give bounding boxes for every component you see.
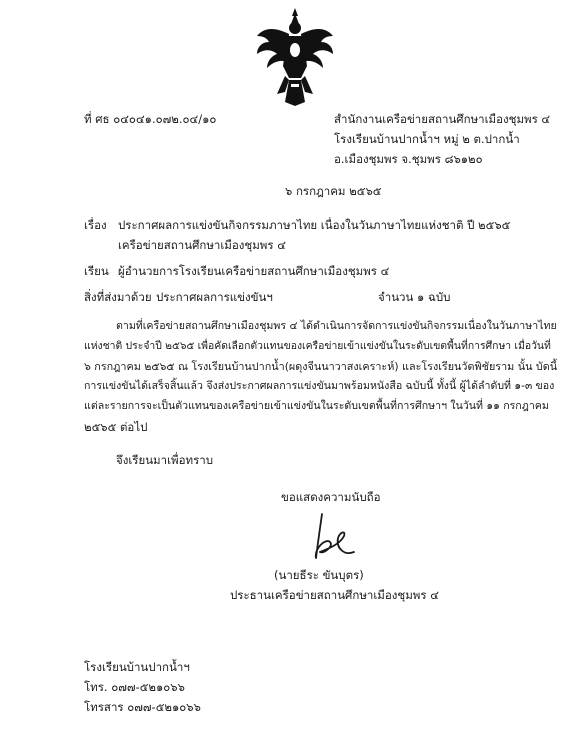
body-line-6: ๒๕๖๕ ต่อไป (84, 420, 148, 434)
enclosure-count: จำนวน ๑ ฉบับ (378, 290, 451, 304)
garuda-emblem-icon (255, 6, 335, 108)
footer-phone: โทร. ๐๗๗-๕๒๑๐๖๖ (84, 680, 185, 694)
sender-line-1: สำนักงานเครือข่ายสถานศึกษาเมืองชุมพร ๔ (334, 112, 551, 126)
footer-office: โรงเรียนบ้านปากน้ำฯ (84, 660, 190, 674)
sender-line-3: อ.เมืองชุมพร จ.ชุมพร ๘๖๑๒๐ (334, 152, 483, 166)
enclosure-text: ประกาศผลการแข่งขันฯ (156, 290, 273, 304)
signatory-position: ประธานเครือข่ายสถานศึกษาเมืองชุมพร ๔ (230, 588, 439, 602)
signatory-name: (นายธีระ ขันบุตร) (274, 568, 364, 582)
subject-line-2: เครือข่ายสถานศึกษาเมืองชุมพร ๔ (118, 238, 286, 252)
signature-salutation: ขอแสดงความนับถือ (281, 490, 381, 504)
subject-line-1: ประกาศผลการแข่งขันกิจกรรมภาษาไทย เนื่องในวันภาษาไทยแห่งชาติ ปี ๒๕๖๕ (118, 218, 511, 232)
sender-line-2: โรงเรียนบ้านปากน้ำฯ หมู่ ๒ ต.ปากน้ำ (334, 132, 520, 146)
handwritten-signature (300, 508, 360, 564)
document-number: ที่ ศธ ๐๔๐๔๑.๐๗๒.๐๔/๑๐ (84, 112, 217, 126)
body-line-2: แห่งชาติ ประจำปี ๒๕๖๕ เพื่อคัดเลือกตัวแทนของเครือข่ายเข้าแข่งขันในระดับเขตพื้นที่การศึกษา เมื่อวันที่ (84, 340, 551, 352)
closing-request: จึงเรียนมาเพื่อทราบ (116, 453, 214, 467)
recipient-text: ผู้อำนวยการโรงเรียนเครือข่ายสถานศึกษาเมืองชุมพร ๔ (118, 264, 390, 278)
body-line-1: ตามที่เครือข่ายสถานศึกษาเมืองชุมพร ๔ ได้ดำเนินการจัดการแข่งขันกิจกรรมเนื่องในวันภาษาไทย (116, 320, 557, 332)
document-date: ๖ กรกฎาคม ๒๕๖๕ (285, 184, 382, 198)
body-line-3: ๖ กรกฎาคม ๒๕๖๕ ณ โรงเรียนบ้านปากน้ำ(ผดุงจีนนาวาสงเคราะห์) และโรงเรียนวัดพิชัยราม นั้น บัดนี้ (84, 360, 558, 373)
enclosure-label: สิ่งที่ส่งมาด้วย (84, 290, 152, 304)
footer-fax: โทรสาร ๐๗๗-๕๒๑๐๖๖ (84, 700, 201, 714)
body-line-4: การแข่งขันได้เสร็จสิ้นแล้ว จึงส่งประกาศผลการแข่งขันมาพร้อมหนังสือ ฉบับนี้ ทั้งนี้ ผู้ได้ลำดับที่ ๑-๓ ของ (84, 380, 555, 392)
body-line-5: แต่ละรายการจะเป็นตัวแทนของเครือข่ายเข้าแข่งขันในระดับเขตพื้นที่การศึกษาฯ ในวันที่ ๑๑ กรกฎาคม (84, 400, 549, 412)
recipient-label: เรียน (84, 264, 109, 278)
subject-label: เรื่อง (84, 218, 107, 232)
